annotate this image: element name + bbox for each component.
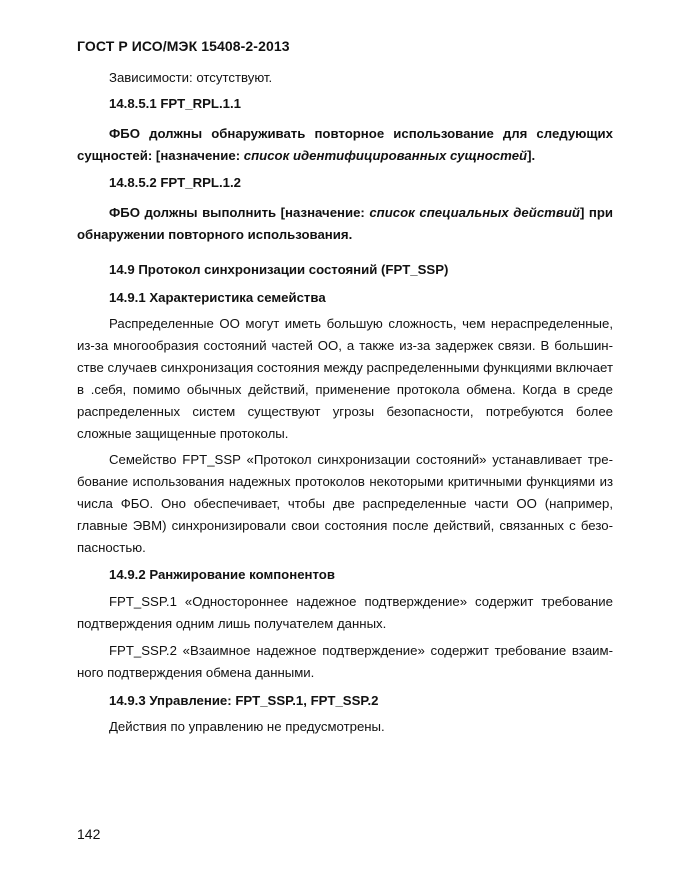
heading-14-9-1: 14.9.1 Характеристика семейства [109,290,326,305]
dependencies-line: Зависимости: отсутствуют. [109,70,273,85]
heading-14-8-5-2: 14.8.5.2 FPT_RPL.1.2 [109,175,241,190]
paragraph-text: ФБО должны обнаруживать повторное использование для следующих сущностей: [назначение: [77,126,613,163]
document-header: ГОСТ Р ИСО/МЭК 15408-2-2013 [77,38,290,54]
paragraph-family-1: Распределенные ОО могут иметь большую сложность, чем нераспределенные, из-за многообразия состояний частей ОО, а также из-за задержек связи. В большинстве случаев синхронизация состояния между распределенными функциями включает в .себя, помимо обычных действий, применение протокола обмена. Когда в среде распределенных систем существуют угрозы безопасности, потребуются более сложные защищенные протоколы. [77,316,613,441]
paragraph-management: Действия по управлению не предусмотрены. [109,719,385,734]
assignment-italic: список специальных действий [369,205,580,220]
paragraph-fpt-rpl-1-1 [77,123,613,167]
heading-14-9: 14.9 Протокол синхронизации состояний (FPT_SSP) [109,262,449,277]
paragraph-fpt-rpl-1-2 [77,202,613,246]
paragraph-text: ]. [527,148,536,163]
paragraph-text: ] при обнаружении повторного использования. [77,205,614,242]
paragraph-family-2: Семейство FPT_SSP «Протокол синхронизации состояний» устанавливает требование использования надежных протоколов некоторыми критичными функциями из числа ФБО. Оно обеспечивает, чтобы две распределенные части ОО (например, главные ЭВМ) синхронизировали свои состояния после действий, связанных с безопасностью. [77,452,613,555]
heading-14-9-2: 14.9.2 Ранжирование компонентов [109,567,335,582]
paragraph-text: ФБО должны выполнить [назначение: [109,205,370,220]
assignment-italic: список идентифицированных сущностей [243,148,528,163]
page-number: 142 [77,826,101,842]
paragraph-fpt-ssp-2: FPT_SSP.2 «Взаимное надежное подтверждение» содержит требование взаимного подтверждения обмена данными. [77,643,613,680]
paragraph-fpt-ssp-1: FPT_SSP.1 «Одностороннее надежное подтверждение» содержит требование подтверждения одним лишь получателем данных. [77,594,613,631]
page-content [77,67,613,738]
heading-14-9-3: 14.9.3 Управление: FPT_SSP.1, FPT_SSP.2 [109,693,379,708]
heading-14-8-5-1: 14.8.5.1 FPT_RPL.1.1 [109,96,241,111]
